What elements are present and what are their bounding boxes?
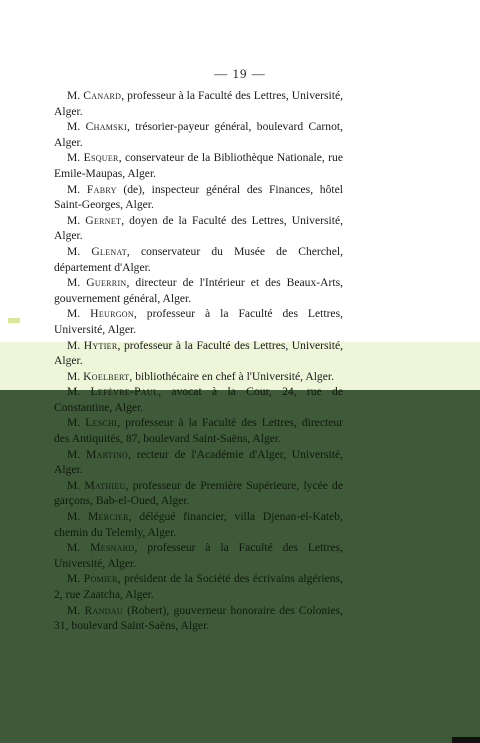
list-item: M. Chamski, trésorier-payeur général, boulevard Carnot, Alger. [54, 120, 343, 149]
member-name: Gernet [85, 213, 122, 227]
member-name: Chamski [85, 120, 127, 134]
member-name: Pomier [83, 572, 118, 586]
list-item: M. Mesnard, professeur à la Faculté des Lettres, Université, Alger. [54, 541, 344, 570]
member-name: Lefèvre-Paul [90, 385, 159, 399]
list-item: M. Randau (Robert), gouverneur honoraire des Colonies, 31, boulevard Saint-Saëns, Alger. [54, 603, 344, 633]
member-name: Fabry [86, 182, 117, 196]
member-name: Koelbert [83, 369, 130, 383]
scan-artifact [8, 318, 20, 323]
list-item: M. Koelbert, bibliothécaire en chef à l'Université, Alger. [67, 369, 334, 383]
list-item: M. Fabry (de), inspecteur général des Finances, hôtel Saint-Georges, Alger. [54, 182, 343, 212]
member-name: Martino [85, 447, 129, 461]
member-name: Esquer [83, 151, 119, 165]
member-name: Hytier [83, 338, 118, 352]
member-name: Canard [83, 89, 122, 102]
list-item: M. Martino, recteur de l'Académie d'Alger, Université, Alger. [54, 447, 343, 477]
member-name: Mathieu [84, 478, 126, 492]
list-item: M. Glenat, conservateur du Musée de Cherchel, département d'Alger. [54, 244, 343, 274]
member-name: Guerrin [86, 276, 127, 290]
scan-corner-mark [452, 737, 480, 743]
list-item: M. Mercier, délégué financier, villa Djenan-el-Kateb, chemin du Telemly, Alger. [54, 510, 343, 539]
member-name: Heurgon [90, 307, 134, 321]
member-name: Mesnard [90, 541, 135, 555]
list-item: M. Canard, professeur à la Faculté des Lettres, Université, Alger. [54, 89, 343, 118]
list-item: M. Hytier, professeur à la Faculté des Lettres, Université, Alger. [54, 338, 343, 368]
member-name: Leschi [85, 416, 118, 430]
member-name: Mercier [87, 510, 129, 524]
list-item: M. Esquer, conservateur de la Bibliothèque Nationale, rue Emile-Maupas, Alger. [54, 151, 343, 180]
member-list [54, 88, 343, 634]
member-name: Randau [84, 603, 123, 617]
page-number: — 19 — [214, 66, 266, 81]
list-item: M. Heurgon, professeur à la Faculté des Lettres, Université, Alger. [54, 307, 343, 336]
list-item: M. Guerrin, directeur de l'Intérieur et des Beaux-Arts, gouvernement général, Alger. [54, 276, 343, 305]
member-name: Glenat [91, 244, 127, 258]
list-item: M. Lefèvre-Paul, avocat à la Cour, 24, rue de Constantine, Alger. [54, 385, 343, 414]
list-item: M. Mathieu, professeur de Première Supérieure, lycée de garçons, Bab-el-Oued, Alger. [54, 478, 343, 508]
list-item: M. Gernet, doyen de la Faculté des Lettres, Université, Alger. [54, 213, 343, 243]
list-item: M. Pomier, président de la Société des écrivains algériens, 2, rue Zaatcha, Alger. [54, 572, 344, 601]
list-item: M. Leschi, professeur à la Faculté des Lettres, directeur des Antiquités, 87, boulevard Saint-Saëns, Alger. [54, 416, 344, 446]
